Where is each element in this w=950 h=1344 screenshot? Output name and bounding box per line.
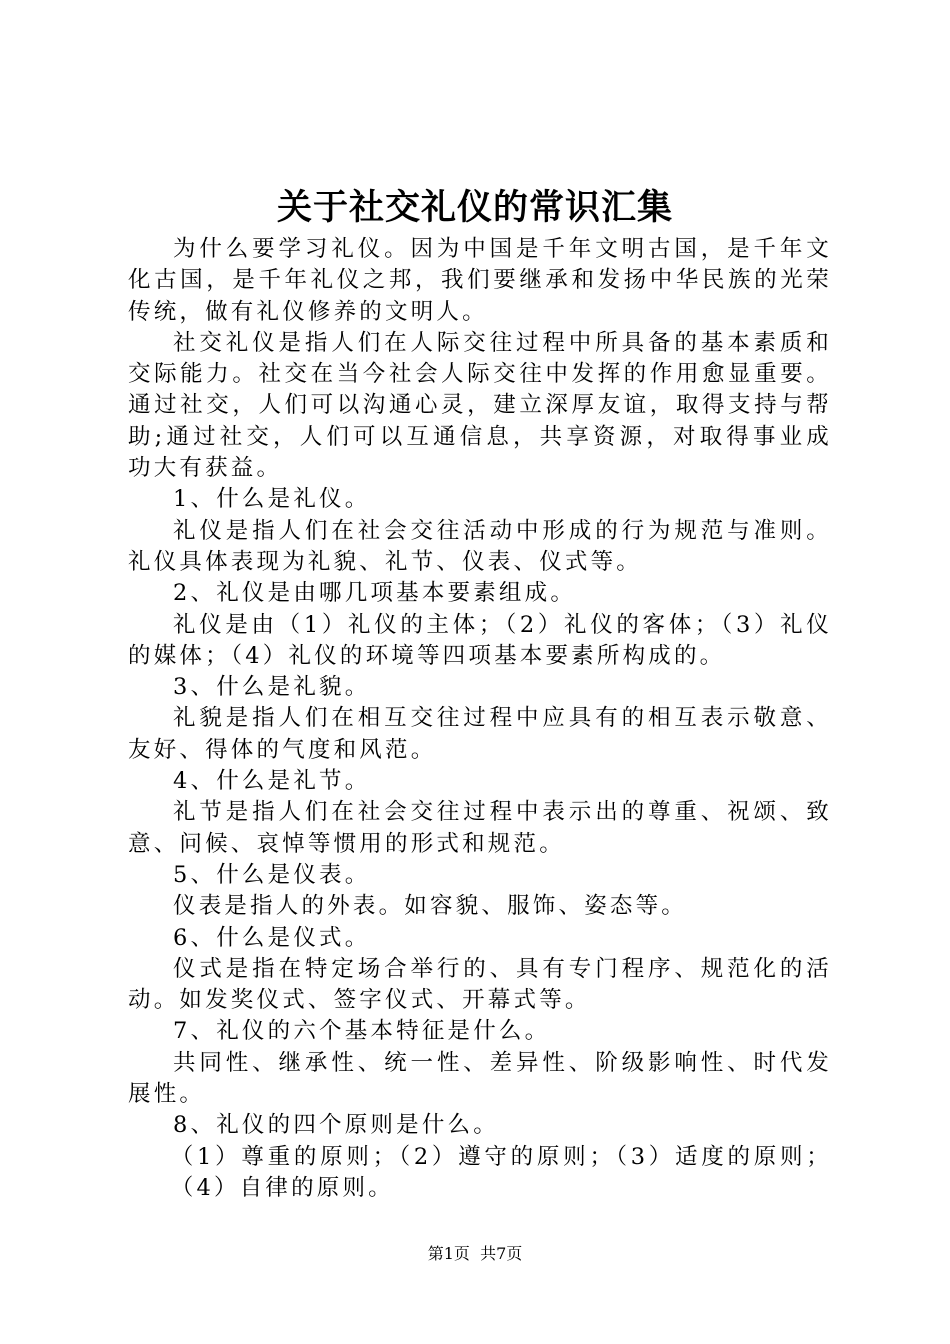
answer-4: 礼节是指人们在社会交往过程中表示出的尊重、祝颂、致意、问候、哀悼等惯用的形式和规范。 (128, 799, 832, 857)
answer-1: 礼仪是指人们在社会交往活动中形成的行为规范与准则。礼仪具体表现为礼貌、礼节、仪表、仪式等。 (128, 517, 832, 575)
paragraph-definition: 社交礼仪是指人们在人际交往过程中所具备的基本素质和交际能力。社交在当今社会人际交往中发挥的作用愈显重要。通过社交，人们可以沟通心灵，建立深厚友谊，取得支持与帮助;通过社交，人们可以互通信息，共享资源，对取得事业成功大有获益。 (128, 329, 832, 482)
answer-5: 仪表是指人的外表。如容貌、服饰、姿态等。 (173, 893, 688, 920)
answer-8: （1）尊重的原则；（2）遵守的原则；（3）适度的原则；（4）自律的原则。 (170, 1143, 832, 1201)
answer-6: 仪式是指在特定场合举行的、具有专门程序、规范化的活动。如发奖仪式、签字仪式、开幕式等。 (128, 955, 832, 1014)
answer-2: 礼仪是由（1）礼仪的主体；（2）礼仪的客体；（3）礼仪的媒体；（4）礼仪的环境等四项基本要素所构成的。 (128, 611, 832, 669)
answer-7: 共同性、继承性、统一性、差异性、阶级影响性、时代发展性。 (128, 1049, 832, 1108)
question-8: 8、礼仪的四个原则是什么。 (173, 1112, 499, 1139)
question-1: 1、什么是礼仪。 (173, 486, 371, 513)
question-3: 3、什么是礼貌。 (173, 674, 371, 701)
question-4: 4、什么是礼节。 (173, 768, 371, 795)
document-title: 关于社交礼仪的常识汇集 (276, 187, 673, 228)
document-body (128, 234, 832, 1204)
question-6: 6、什么是仪式。 (173, 924, 371, 951)
answer-3: 礼貌是指人们在相互交往过程中应具有的相互表示敬意、友好、得体的气度和风范。 (128, 705, 832, 763)
question-5: 5、什么是仪表。 (173, 861, 371, 888)
question-2: 2、礼仪是由哪几项基本要素组成。 (173, 580, 577, 607)
page-footer (0, 1242, 950, 1266)
page-number: 第1页 共7页 (427, 1244, 523, 1263)
paragraph-intro: 为什么要学习礼仪。因为中国是千年文明古国，是千年文化古国，是千年礼仪之邦，我们要继承和发扬中华民族的光荣传统，做有礼仪修养的文明人。 (128, 236, 832, 325)
question-7: 7、礼仪的六个基本特征是什么。 (173, 1018, 551, 1045)
